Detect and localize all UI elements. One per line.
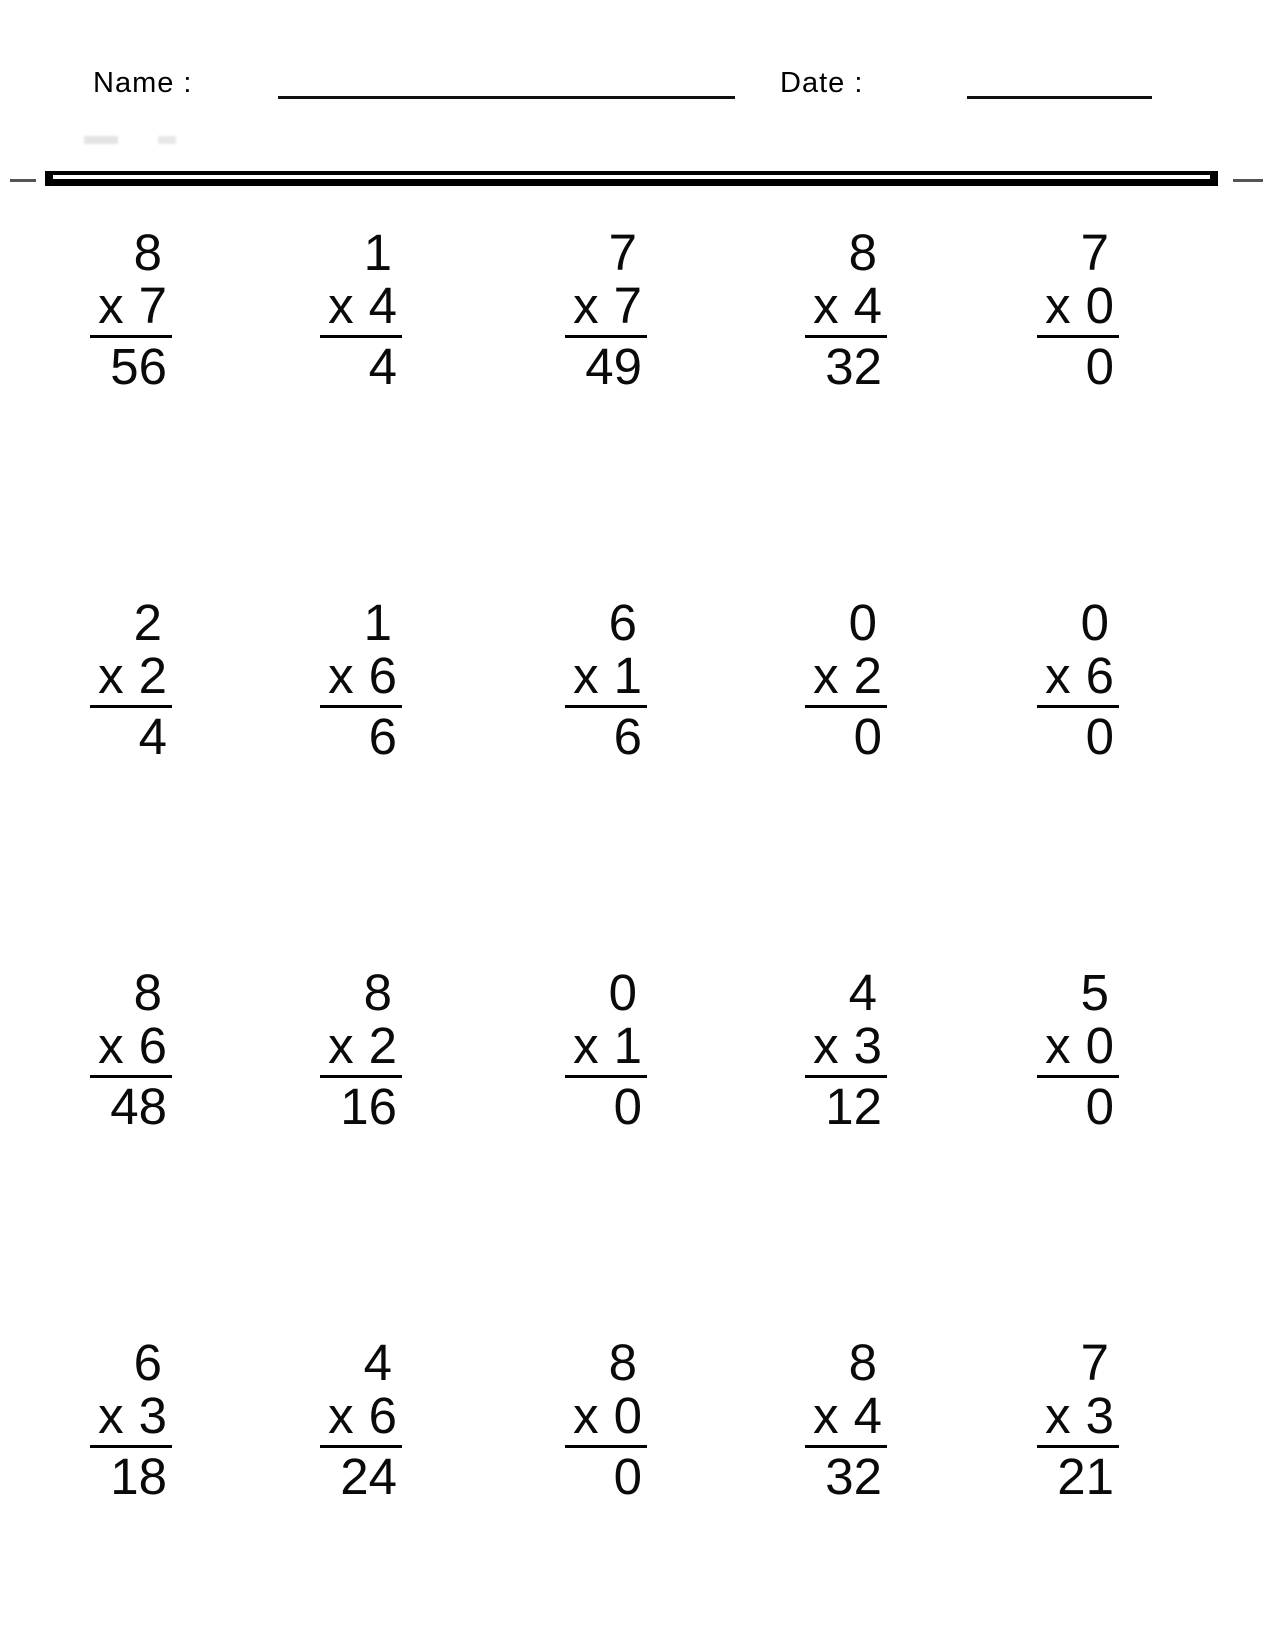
- answer: 21: [1057, 1448, 1114, 1505]
- multiplicand: 6: [608, 594, 637, 651]
- multiplication-problem: [320, 226, 402, 393]
- multiplication-problem: [320, 596, 402, 763]
- answer: 56: [110, 338, 167, 395]
- problems-grid: [0, 226, 1119, 1503]
- multiplier-line: [573, 649, 647, 702]
- multiply-operator: x: [98, 647, 124, 704]
- multiplier: 2: [853, 647, 882, 704]
- faded-print-artifact: [84, 136, 118, 144]
- answer: 16: [340, 1078, 397, 1135]
- answer: 0: [1085, 708, 1114, 765]
- answer: 0: [1085, 1078, 1114, 1135]
- multiplier-line: [328, 279, 402, 332]
- multiplier-line: [813, 1019, 887, 1072]
- multiplicand: 8: [133, 224, 162, 281]
- date-label: Date :: [780, 67, 864, 99]
- multiplier-line: [1045, 1389, 1119, 1442]
- multiplicand: 2: [133, 594, 162, 651]
- multiply-operator: x: [1045, 1387, 1071, 1444]
- multiply-operator: x: [328, 1017, 354, 1074]
- divider-left-dash: [10, 179, 36, 182]
- multiply-operator: x: [1045, 1017, 1071, 1074]
- multiplicand: 6: [133, 1334, 162, 1391]
- multiplier: 2: [138, 647, 167, 704]
- multiplicand: 8: [363, 964, 392, 1021]
- multiply-operator: x: [328, 1387, 354, 1444]
- multiplier-line: [813, 649, 887, 702]
- answer: 49: [585, 338, 642, 395]
- multiplier: 6: [368, 647, 397, 704]
- multiplier-line: [1045, 1019, 1119, 1072]
- answer: 4: [138, 708, 167, 765]
- multiplicand: 1: [363, 594, 392, 651]
- answer: 12: [825, 1078, 882, 1135]
- multiplier: 6: [138, 1017, 167, 1074]
- multiply-operator: x: [813, 647, 839, 704]
- multiplication-problem: [1037, 226, 1119, 393]
- answer: 6: [613, 708, 642, 765]
- multiplication-problem: [1037, 966, 1119, 1133]
- multiply-operator: x: [1045, 277, 1071, 334]
- multiplication-problem: [805, 596, 887, 763]
- name-blank-line: [278, 96, 735, 99]
- multiplicand: 8: [608, 1334, 637, 1391]
- multiplier: 7: [138, 277, 167, 334]
- answer: 48: [110, 1078, 167, 1135]
- multiplier-line: [328, 1019, 402, 1072]
- multiplier-line: [573, 279, 647, 332]
- multiplication-problem: [1037, 1336, 1119, 1503]
- multiplication-problem: [90, 226, 172, 393]
- multiplier-line: [813, 1389, 887, 1442]
- multiplier: 0: [1085, 277, 1114, 334]
- multiply-operator: x: [573, 647, 599, 704]
- multiplication-problem: [565, 596, 647, 763]
- multiply-operator: x: [813, 1387, 839, 1444]
- multiply-operator: x: [573, 1387, 599, 1444]
- header-divider-inner-stripe: [53, 175, 1210, 179]
- multiplicand: 0: [608, 964, 637, 1021]
- multiplicand: 8: [133, 964, 162, 1021]
- multiplier: 6: [1085, 647, 1114, 704]
- multiply-operator: x: [98, 1017, 124, 1074]
- multiplier-line: [573, 1019, 647, 1072]
- answer: 6: [368, 708, 397, 765]
- multiplier-line: [98, 279, 172, 332]
- multiplication-problem: [805, 966, 887, 1133]
- multiplier: 1: [613, 1017, 642, 1074]
- answer: 18: [110, 1448, 167, 1505]
- multiplier-line: [813, 279, 887, 332]
- multiplier: 0: [613, 1387, 642, 1444]
- multiply-operator: x: [328, 647, 354, 704]
- multiplication-problem: [90, 596, 172, 763]
- multiplicand: 8: [848, 1334, 877, 1391]
- multiply-operator: x: [98, 1387, 124, 1444]
- multiplier-line: [328, 1389, 402, 1442]
- multiplier: 4: [853, 1387, 882, 1444]
- answer: 0: [853, 708, 882, 765]
- answer: 0: [613, 1078, 642, 1135]
- multiply-operator: x: [573, 277, 599, 334]
- multiplier: 4: [853, 277, 882, 334]
- multiplier: 3: [138, 1387, 167, 1444]
- multiply-operator: x: [1045, 647, 1071, 704]
- multiply-operator: x: [813, 277, 839, 334]
- multiplier: 4: [368, 277, 397, 334]
- multiplicand: 4: [363, 1334, 392, 1391]
- multiplication-problem: [320, 966, 402, 1133]
- multiply-operator: x: [98, 277, 124, 334]
- multiplier-line: [1045, 279, 1119, 332]
- header-divider-bar: [45, 171, 1218, 186]
- multiplication-problem: [805, 1336, 887, 1503]
- multiplication-problem: [805, 226, 887, 393]
- multiply-operator: x: [573, 1017, 599, 1074]
- multiplicand: 7: [1080, 1334, 1109, 1391]
- divider-right-dash: [1233, 179, 1263, 182]
- multiplicand: 4: [848, 964, 877, 1021]
- multiplication-problem: [565, 226, 647, 393]
- multiplier-line: [98, 1019, 172, 1072]
- multiplication-problem: [1037, 596, 1119, 763]
- answer: 0: [613, 1448, 642, 1505]
- multiplier-line: [98, 649, 172, 702]
- multiplicand: 0: [848, 594, 877, 651]
- multiplication-problem: [565, 1336, 647, 1503]
- answer: 32: [825, 338, 882, 395]
- multiplication-problem: [565, 966, 647, 1133]
- multiplicand: 7: [608, 224, 637, 281]
- multiplier-line: [98, 1389, 172, 1442]
- multiplicand: 8: [848, 224, 877, 281]
- multiplier-line: [573, 1389, 647, 1442]
- faded-print-artifact: [158, 136, 176, 144]
- multiplier: 3: [853, 1017, 882, 1074]
- date-blank-line: [967, 96, 1152, 99]
- multiplier-line: [328, 649, 402, 702]
- multiplicand: 1: [363, 224, 392, 281]
- multiply-operator: x: [328, 277, 354, 334]
- answer: 4: [368, 338, 397, 395]
- multiplicand: 7: [1080, 224, 1109, 281]
- multiplicand: 0: [1080, 594, 1109, 651]
- multiplier: 6: [368, 1387, 397, 1444]
- multiplicand: 5: [1080, 964, 1109, 1021]
- multiplier: 1: [613, 647, 642, 704]
- answer: 32: [825, 1448, 882, 1505]
- answer: 0: [1085, 338, 1114, 395]
- multiplier: 7: [613, 277, 642, 334]
- answer: 24: [340, 1448, 397, 1505]
- multiplier: 2: [368, 1017, 397, 1074]
- multiplication-problem: [320, 1336, 402, 1503]
- name-label: Name :: [93, 67, 193, 99]
- multiplier-line: [1045, 649, 1119, 702]
- multiplication-problem: [90, 966, 172, 1133]
- multiply-operator: x: [813, 1017, 839, 1074]
- multiplier: 3: [1085, 1387, 1114, 1444]
- multiplier: 0: [1085, 1017, 1114, 1074]
- multiplication-problem: [90, 1336, 172, 1503]
